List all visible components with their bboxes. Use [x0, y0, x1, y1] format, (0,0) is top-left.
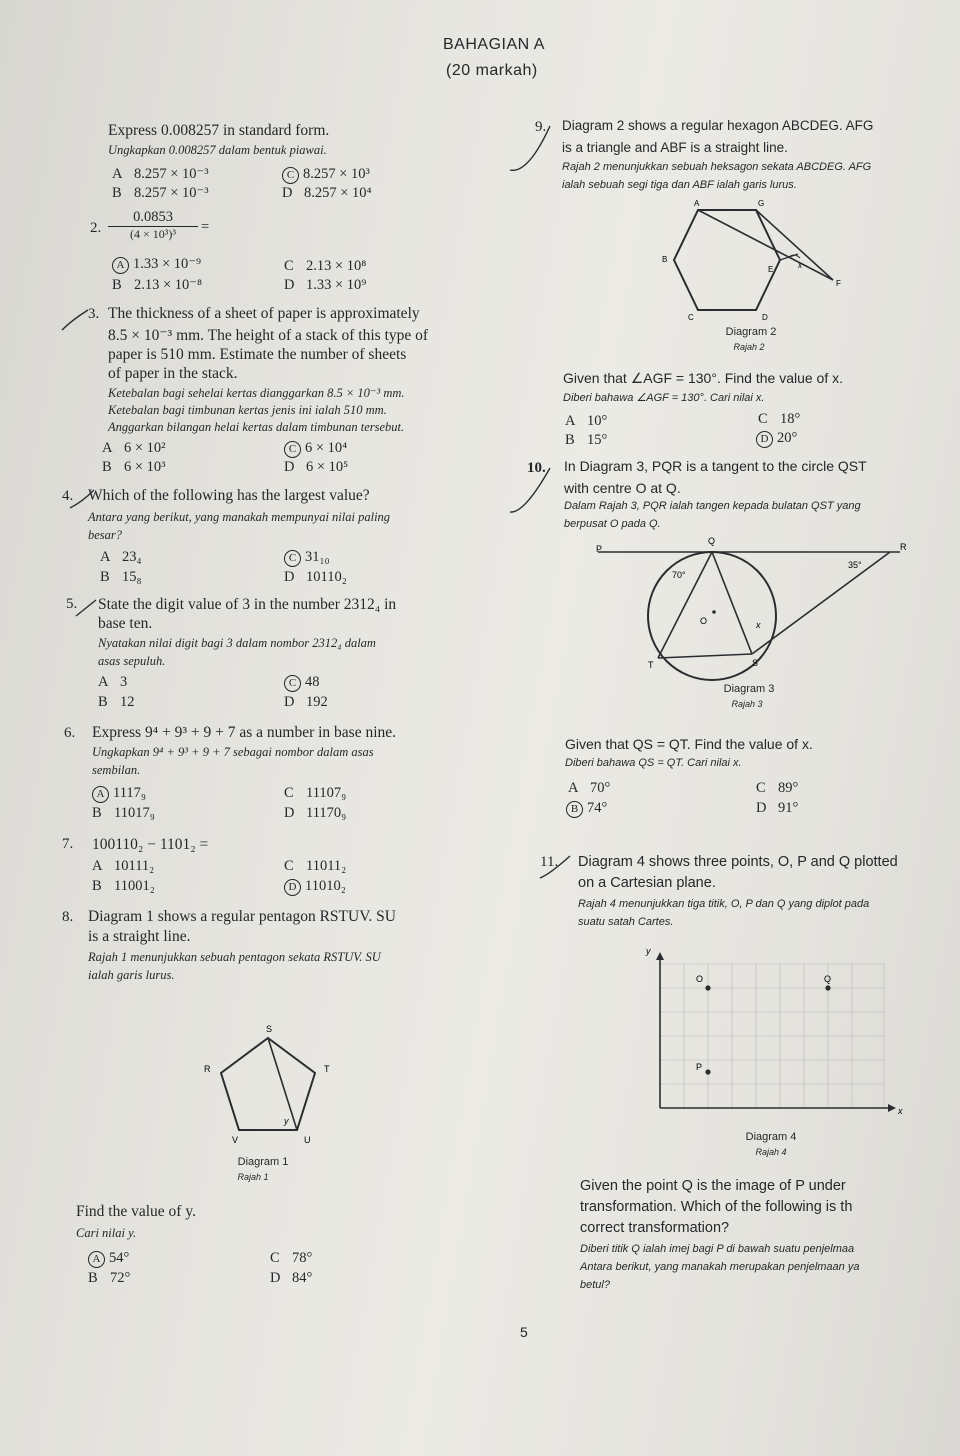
q2-number: 2. — [90, 220, 102, 236]
label-o: O — [700, 616, 708, 626]
q5-option-d[interactable]: D 192 — [284, 694, 328, 710]
q10-line-2: with centre O at Q. — [564, 480, 681, 496]
angle-70: 70° — [672, 570, 686, 580]
q8-line-2: is a straight line. — [88, 928, 191, 945]
q11-given-my-1: Diberi titik Q ialah imej bagi P di bawah suatu penjelmaa — [580, 1243, 855, 1255]
label-t: T — [324, 1064, 330, 1074]
q9-option-a[interactable]: A 10° — [565, 413, 608, 429]
answer-circle: C — [282, 167, 299, 184]
axis-x-label: x — [898, 1106, 903, 1116]
label-p: P — [596, 544, 603, 554]
tick-mark — [62, 310, 88, 330]
q3-line-4: of paper in the stack. — [108, 365, 238, 382]
diagram-3-caption: Diagram 3 — [723, 683, 775, 695]
q3-option-a[interactable]: A 6 × 10² — [102, 440, 166, 456]
q5-number: 5. — [66, 596, 78, 612]
q6-option-a[interactable]: A 1117₉ — [92, 785, 146, 803]
q9-my-1: Rajah 2 menunjukkan sebuah heksagon sekata ABCDEG. AFG — [562, 161, 872, 173]
answer-circle: A — [112, 257, 129, 274]
q10-option-b[interactable]: B 74° — [566, 800, 607, 818]
q3-line-2: 8.5 × 10⁻³ mm. The height of a stack of this type of — [108, 327, 429, 344]
q1-text: Express 0.008257 in standard form. — [108, 122, 330, 139]
axis-y-label: y — [646, 946, 651, 956]
q9-number: 9. — [535, 119, 547, 135]
label-r: R — [900, 542, 907, 552]
q9-line-1: Diagram 2 shows a regular hexagon ABCDEG. AFG — [562, 118, 874, 133]
label-v: V — [232, 1135, 239, 1145]
label-u: U — [304, 1135, 311, 1145]
q6-option-c[interactable]: C 11107₉ — [284, 785, 347, 801]
q11-given-3: correct transformation? — [580, 1220, 730, 1236]
q3-my-2: Ketebalan bagi timbunan kertas jenis ini ialah 510 mm. — [108, 403, 387, 417]
answer-circle: D — [284, 879, 301, 896]
q11-line-2: on a Cartesian plane. — [578, 875, 716, 891]
diagram-4-caption: Diagram 4 — [745, 1131, 797, 1143]
answer-circle: A — [88, 1251, 105, 1268]
q10-line-1: In Diagram 3, PQR is a tangent to the circle QST — [564, 458, 867, 474]
label-t: T — [648, 660, 654, 670]
q5-my-2: asas sepuluh. — [98, 654, 166, 668]
q2-option-c[interactable]: C 2.13 × 10⁸ — [284, 258, 367, 274]
q3-line-3: paper is 510 mm. Estimate the number of sheets — [108, 346, 407, 363]
q10-my-1: Dalam Rajah 3, PQR ialah tangen kepada bulatan QST yang — [564, 500, 861, 512]
q8-find: Find the value of y. — [76, 1203, 196, 1220]
q8-option-b[interactable]: B 72° — [88, 1270, 131, 1286]
q7-option-a[interactable]: A 10111₂ — [92, 858, 155, 874]
diagram-3-caption-my: Rajah 3 — [731, 699, 763, 709]
answer-circle: B — [566, 801, 583, 818]
q11-my-1: Rajah 4 menunjukkan tiga titik, O, P dan Q yang diplot pada — [578, 898, 870, 910]
q2-option-b[interactable]: B 2.13 × 10⁻⁸ — [112, 277, 203, 293]
q6-my-2: sembilan. — [92, 763, 141, 777]
q6-option-d[interactable]: D 11170₉ — [284, 805, 347, 821]
q4-option-a[interactable]: A 23₄ — [100, 549, 142, 565]
label-b: B — [662, 255, 668, 264]
label-x: x — [798, 261, 802, 270]
q3-option-d[interactable]: D 6 × 10⁵ — [284, 459, 349, 475]
label-d: D — [762, 313, 768, 322]
q7-option-b[interactable]: B 11001₂ — [92, 878, 155, 894]
q1-option-a[interactable]: A 8.257 × 10⁻³ — [112, 166, 209, 182]
q7-option-c[interactable]: C 11011₂ — [284, 858, 347, 874]
q11-given-2: transformation. Which of the following is th — [580, 1199, 853, 1215]
q9-given: Given that ∠AGF = 130°. Find the value of x. — [563, 370, 844, 386]
q4-my-1: Antara yang berikut, yang manakah mempunyai nilai paling — [88, 510, 391, 524]
diagram-2-caption: Diagram 2 — [725, 326, 777, 338]
answer-circle: C — [284, 550, 301, 567]
q5-my-1: Nyatakan nilai digit bagi 3 dalam nombor 2312₄ dalam — [98, 636, 376, 650]
q8-find-my: Cari nilai y. — [76, 1226, 137, 1240]
answer-circle: A — [92, 786, 109, 803]
q5-line-2: base ten. — [98, 615, 153, 632]
q2-numerator: 0.0853 — [133, 209, 173, 225]
q9-option-c[interactable]: C 18° — [758, 411, 801, 427]
q7-option-d[interactable]: D 11010₂ — [284, 878, 346, 896]
q3-line-1: The thickness of a sheet of paper is approximately — [108, 305, 420, 322]
q2-equals: = — [201, 219, 210, 235]
q10-option-c[interactable]: C 89° — [756, 780, 799, 796]
diagram-2-caption-my: Rajah 2 — [733, 342, 765, 352]
q4-my-2: besar? — [88, 528, 123, 542]
q5-option-c[interactable]: C 48 — [284, 674, 320, 692]
label-f: F — [836, 279, 841, 288]
q9-line-2: is a triangle and ABF is a straight line. — [562, 140, 788, 155]
q8-number: 8. — [62, 909, 74, 925]
diagram-4-caption-my: Rajah 4 — [755, 1147, 787, 1157]
point-o-label: O — [696, 974, 704, 984]
q5-option-b[interactable]: B 12 — [98, 694, 135, 710]
q11-my-2: suatu satah Cartes. — [578, 916, 674, 928]
q4-option-d[interactable]: D 10110₂ — [284, 569, 347, 585]
q4-option-c[interactable]: C 31₁₀ — [284, 549, 330, 567]
q9-my-2: ialah sebuah segi tiga dan ABF ialah garis lurus. — [562, 179, 797, 191]
answer-circle: D — [756, 431, 773, 448]
q2-option-d[interactable]: D 1.33 × 10⁹ — [284, 277, 367, 293]
q1-text-my: Ungkapkan 0.008257 dalam bentuk piawai. — [108, 143, 327, 157]
q1-option-d[interactable]: D 8.257 × 10⁴ — [282, 185, 372, 201]
q9-option-d[interactable]: D 20° — [756, 430, 797, 448]
q7-number: 7. — [62, 836, 74, 852]
q8-my-1: Rajah 1 menunjukkan sebuah pentagon sekata RSTUV. SU — [88, 950, 381, 964]
q1-option-b[interactable]: B 8.257 × 10⁻³ — [112, 185, 209, 201]
q6-my-1: Ungkapkan 9⁴ + 9³ + 9 + 7 sebagai nombor dalam asas — [92, 745, 374, 759]
q8-option-c[interactable]: C 78° — [270, 1250, 313, 1266]
q8-line-1: Diagram 1 shows a regular pentagon RSTUV. SU — [88, 908, 396, 925]
label-a: A — [694, 199, 700, 208]
q5-option-a[interactable]: A 3 — [98, 674, 128, 690]
q10-my-2: berpusat O pada Q. — [564, 518, 661, 530]
q8-option-d[interactable]: D 84° — [270, 1270, 313, 1286]
q9-option-b[interactable]: B 15° — [565, 432, 608, 448]
point-q-label: Q — [824, 974, 832, 984]
answer-circle: C — [284, 675, 301, 692]
answer-circle: C — [284, 441, 301, 458]
q6-option-b[interactable]: B 11017₉ — [92, 805, 155, 821]
q9-given-my: Diberi bahawa ∠AGF = 130°. Cari nilai x. — [563, 392, 765, 404]
point-p-label: P — [696, 1062, 703, 1072]
q10-option-a[interactable]: A 70° — [568, 780, 611, 796]
q11-given-my-2: Antara berikut, yang manakah merupakan penjelmaan ya — [580, 1261, 860, 1273]
q8-option-a[interactable]: A 54° — [88, 1250, 129, 1268]
section-marks: (20 markah) — [446, 62, 538, 79]
label-c: C — [688, 313, 694, 322]
label-r: R — [204, 1064, 211, 1074]
angle-35: 35° — [848, 560, 862, 570]
q4-option-b[interactable]: B 15₈ — [100, 569, 142, 585]
label-x: x — [756, 620, 761, 630]
page-number: 5 — [520, 1324, 528, 1340]
q3-number: 3. — [88, 306, 100, 322]
q10-given: Given that QS = QT. Find the value of x. — [565, 736, 813, 752]
label-e: E — [768, 265, 774, 274]
q7-expression: 100110₂ − 1101₂ = — [92, 836, 209, 853]
q10-option-d[interactable]: D 91° — [756, 800, 799, 816]
q5-line-1: State the digit value of 3 in the number 2312₄ in — [98, 596, 397, 613]
label-g: G — [758, 199, 765, 208]
q11-given-my-3: betul? — [580, 1279, 610, 1291]
q3-option-b[interactable]: B 6 × 10³ — [102, 459, 166, 475]
diagram-1-caption-my: Rajah 1 — [237, 1172, 269, 1182]
q11-given-1: Given the point Q is the image of P under — [580, 1178, 846, 1194]
q2-denominator: (4 × 10³)³ — [108, 226, 198, 242]
diagram-1-caption: Diagram 1 — [237, 1156, 289, 1168]
q4-text: Which of the following has the largest value? — [88, 487, 370, 504]
section-title: BAHAGIAN A — [443, 36, 545, 53]
q10-number: 10. — [527, 460, 546, 476]
q3-option-c[interactable]: C 6 × 10⁴ — [284, 440, 347, 458]
q11-number: 11. — [540, 854, 559, 870]
q10-given-my: Diberi bahawa QS = QT. Cari nilai x. — [565, 757, 742, 769]
q8-my-2: ialah garis lurus. — [88, 968, 175, 982]
label-y: y — [284, 1116, 289, 1126]
label-s: S — [752, 658, 759, 668]
q1-option-c[interactable]: C 8.257 × 10³ — [282, 166, 370, 184]
label-s: S — [266, 1024, 273, 1034]
q2-option-a[interactable]: A 1.33 × 10⁻⁹ — [112, 256, 201, 274]
q3-my-1: Ketebalan bagi sehelai kertas dianggarkan 8.5 × 10⁻³ mm. — [108, 386, 405, 400]
label-q: Q — [708, 536, 716, 546]
q3-my-3: Anggarkan bilangan helai kertas dalam timbunan tersebut. — [108, 420, 405, 434]
q11-line-1: Diagram 4 shows three points, O, P and Q plotted — [578, 854, 898, 870]
q6-text: Express 9⁴ + 9³ + 9 + 7 as a number in base nine. — [92, 724, 397, 741]
q4-number: 4. — [62, 488, 74, 504]
q6-number: 6. — [64, 725, 76, 741]
